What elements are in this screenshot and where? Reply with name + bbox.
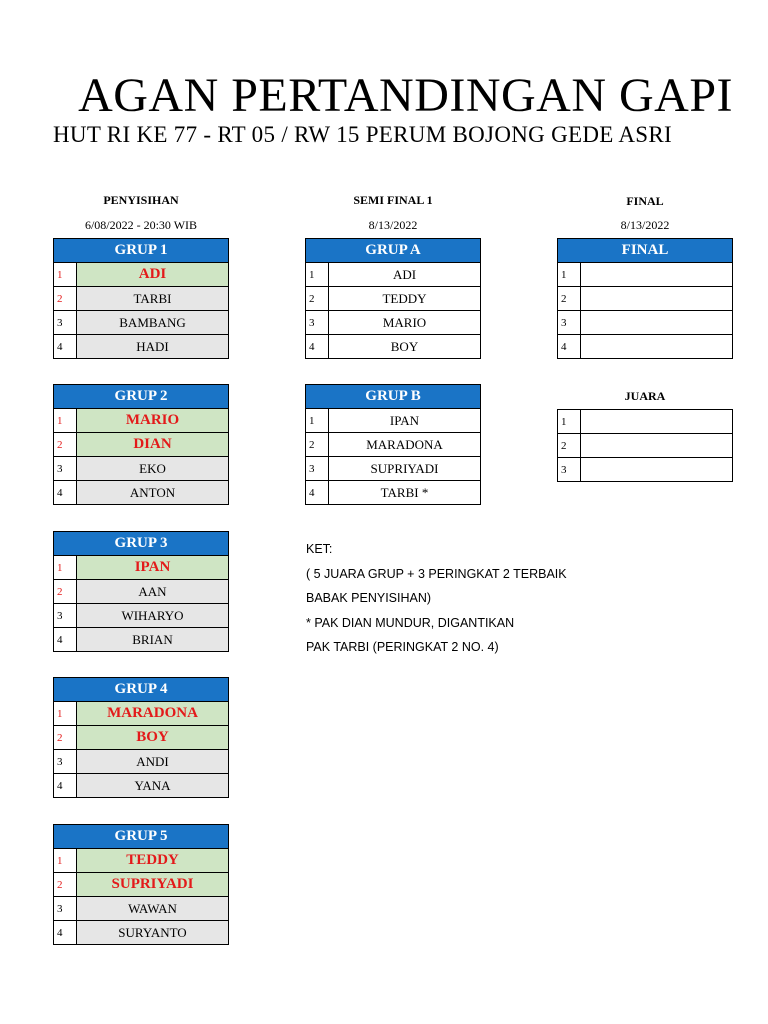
table-row xyxy=(54,433,229,457)
table-row xyxy=(54,311,229,335)
player-name: ANTON xyxy=(77,481,229,505)
player-name: SUPRIYADI xyxy=(77,873,229,897)
table-row xyxy=(54,481,229,505)
player-name: TEDDY xyxy=(329,287,481,311)
player-name: WIHARYO xyxy=(77,604,229,628)
page-subtitle: HUT RI KE 77 - RT 05 / RW 15 PERUM BOJONG GEDE ASRI xyxy=(53,122,672,147)
table-row xyxy=(558,458,733,482)
row-number: 2 xyxy=(558,287,581,311)
table-row xyxy=(306,263,481,287)
player-name: BAMBANG xyxy=(77,311,229,335)
juara-table xyxy=(557,409,733,482)
player-name: DIAN xyxy=(77,433,229,457)
table-row xyxy=(558,287,733,311)
player-name: EKO xyxy=(77,457,229,481)
player-name: SURYANTO xyxy=(77,921,229,945)
row-number: 1 xyxy=(54,263,77,287)
row-number: 4 xyxy=(54,921,77,945)
table-row xyxy=(54,556,229,580)
table-row xyxy=(558,263,733,287)
group-header: GRUP 3 xyxy=(54,532,229,556)
row-number: 3 xyxy=(558,458,581,482)
row-number: 4 xyxy=(54,335,77,359)
player-name xyxy=(581,263,733,287)
player-name: MARADONA xyxy=(77,702,229,726)
table-row xyxy=(54,335,229,359)
table-row xyxy=(558,434,733,458)
table-row xyxy=(54,702,229,726)
notes-line: PAK TARBI (PERINGKAT 2 NO. 4) xyxy=(306,640,499,654)
group-table-2 xyxy=(53,384,229,505)
page-title-text: AGAN PERTANDINGAN GAPI xyxy=(78,69,733,122)
row-number: 2 xyxy=(54,580,77,604)
notes-line: KET: xyxy=(306,542,333,556)
table-row xyxy=(54,897,229,921)
table-row xyxy=(54,921,229,945)
player-name: IPAN xyxy=(329,409,481,433)
group-table-5 xyxy=(53,824,229,945)
row-number: 1 xyxy=(306,263,329,287)
player-name: MARADONA xyxy=(329,433,481,457)
group-header: FINAL xyxy=(558,239,733,263)
final-date: 8/13/2022 xyxy=(620,218,670,232)
table-row xyxy=(558,335,733,359)
semi-final-label: SEMI FINAL 1 xyxy=(353,193,433,207)
row-number: 3 xyxy=(306,311,329,335)
group-table-1 xyxy=(53,238,229,359)
player-name: BOY xyxy=(329,335,481,359)
table-row xyxy=(54,750,229,774)
player-name: TARBI xyxy=(77,287,229,311)
group-header: GRUP 2 xyxy=(54,385,229,409)
semi-table-b xyxy=(305,384,481,505)
table-row xyxy=(54,580,229,604)
player-name xyxy=(581,335,733,359)
player-name xyxy=(581,434,733,458)
player-name xyxy=(581,287,733,311)
group-header: GRUP 4 xyxy=(54,678,229,702)
row-number: 1 xyxy=(558,263,581,287)
semi-final-date: 8/13/2022 xyxy=(368,218,418,232)
player-name: IPAN xyxy=(77,556,229,580)
group-table-3 xyxy=(53,531,229,652)
table-row xyxy=(558,410,733,434)
row-number: 4 xyxy=(306,335,329,359)
row-number: 2 xyxy=(306,433,329,457)
table-row xyxy=(306,335,481,359)
table-row xyxy=(54,726,229,750)
group-table-4 xyxy=(53,677,229,798)
row-number: 1 xyxy=(54,849,77,873)
row-number: 3 xyxy=(54,897,77,921)
table-row xyxy=(306,457,481,481)
player-name xyxy=(581,458,733,482)
player-name: ADI xyxy=(329,263,481,287)
player-name: ADI xyxy=(77,263,229,287)
group-header: GRUP 1 xyxy=(54,239,229,263)
row-number: 4 xyxy=(306,481,329,505)
player-name: YANA xyxy=(77,774,229,798)
penyisihan-label: PENYISIHAN xyxy=(103,193,179,207)
group-header: GRUP A xyxy=(306,239,481,263)
row-number: 3 xyxy=(54,750,77,774)
juara-label: JUARA xyxy=(624,389,666,403)
row-number: 3 xyxy=(54,457,77,481)
player-name: AAN xyxy=(77,580,229,604)
row-number: 4 xyxy=(54,628,77,652)
row-number: 1 xyxy=(306,409,329,433)
table-row xyxy=(54,263,229,287)
row-number: 3 xyxy=(558,311,581,335)
table-row xyxy=(54,604,229,628)
row-number: 2 xyxy=(54,287,77,311)
player-name: ANDI xyxy=(77,750,229,774)
table-row xyxy=(54,409,229,433)
player-name: MARIO xyxy=(77,409,229,433)
row-number: 3 xyxy=(54,604,77,628)
player-name: MARIO xyxy=(329,311,481,335)
row-number: 1 xyxy=(558,410,581,434)
table-row xyxy=(306,433,481,457)
table-row xyxy=(54,628,229,652)
final-table xyxy=(557,238,733,359)
row-number: 4 xyxy=(54,481,77,505)
player-name: TEDDY xyxy=(77,849,229,873)
notes-line: BABAK PENYISIHAN) xyxy=(306,591,432,605)
semi-table-a xyxy=(305,238,481,359)
player-name: WAWAN xyxy=(77,897,229,921)
notes-line: * PAK DIAN MUNDUR, DIGANTIKAN xyxy=(306,615,515,630)
player-name: HADI xyxy=(77,335,229,359)
row-number: 4 xyxy=(54,774,77,798)
row-number: 1 xyxy=(54,702,77,726)
table-row xyxy=(558,311,733,335)
row-number: 2 xyxy=(54,726,77,750)
player-name xyxy=(581,311,733,335)
player-name: BRIAN xyxy=(77,628,229,652)
table-row xyxy=(306,481,481,505)
table-row xyxy=(54,849,229,873)
row-number: 3 xyxy=(306,457,329,481)
table-row xyxy=(54,457,229,481)
table-row xyxy=(306,409,481,433)
player-name: TARBI * xyxy=(329,481,481,505)
player-name xyxy=(581,410,733,434)
row-number: 2 xyxy=(54,433,77,457)
penyisihan-date: 6/08/2022 - 20:30 WIB xyxy=(84,218,198,232)
notes xyxy=(306,537,567,660)
table-row xyxy=(54,774,229,798)
table-row xyxy=(306,311,481,335)
row-number: 3 xyxy=(54,311,77,335)
row-number: 4 xyxy=(558,335,581,359)
player-name: SUPRIYADI xyxy=(329,457,481,481)
group-header: GRUP B xyxy=(306,385,481,409)
page-title xyxy=(0,66,768,126)
table-row xyxy=(306,287,481,311)
group-header: GRUP 5 xyxy=(54,825,229,849)
row-number: 2 xyxy=(558,434,581,458)
notes-line: ( 5 JUARA GRUP + 3 PERINGKAT 2 TERBAIK xyxy=(306,566,567,581)
final-label: FINAL xyxy=(626,194,664,208)
row-number: 1 xyxy=(54,556,77,580)
row-number: 2 xyxy=(54,873,77,897)
player-name: BOY xyxy=(77,726,229,750)
table-row xyxy=(54,287,229,311)
row-number: 2 xyxy=(306,287,329,311)
table-row xyxy=(54,873,229,897)
row-number: 1 xyxy=(54,409,77,433)
